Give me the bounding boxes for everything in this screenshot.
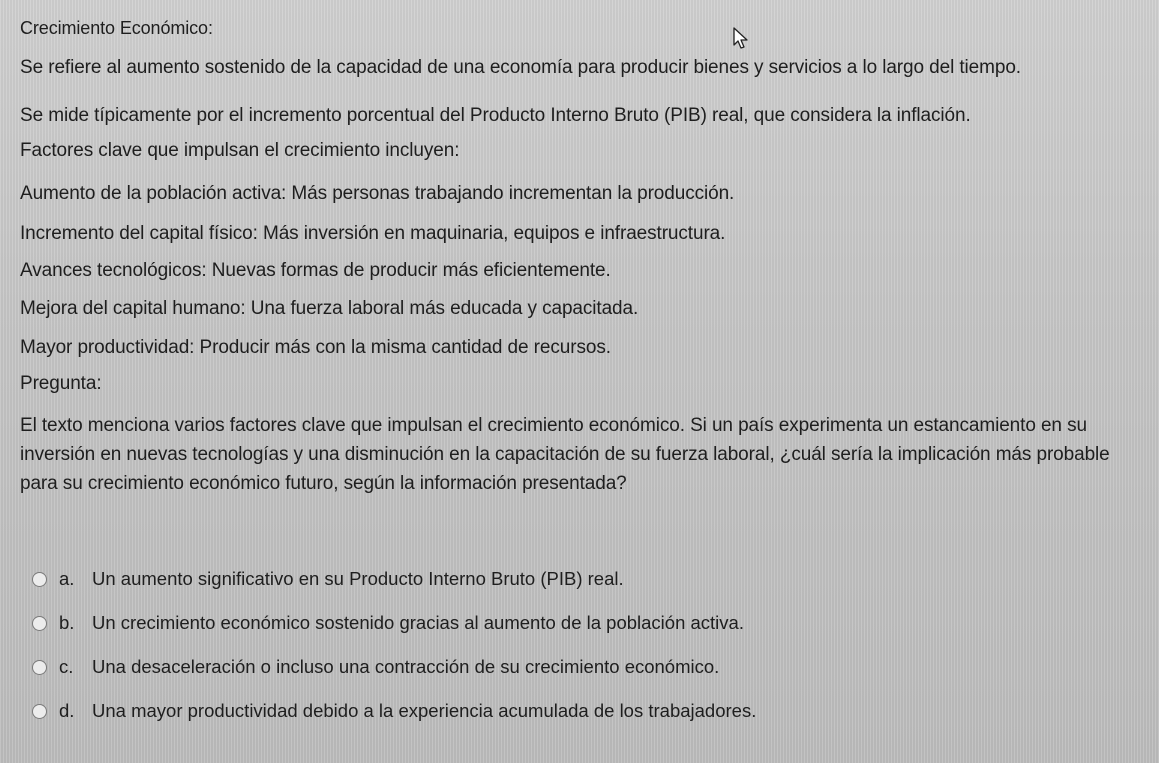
factor-item: Mejora del capital humano: Una fuerza laboral más educada y capacitada. — [20, 298, 639, 319]
option-d[interactable] — [28, 698, 756, 724]
factor-item: Aumento de la población activa: Más personas trabajando incrementan la producción. — [20, 183, 735, 204]
factor-item: Mayor productividad: Producir más con la misma cantidad de recursos. — [20, 337, 611, 358]
definition-text: Se refiere al aumento sostenido de la capacidad de una economía para producir bienes y servicios a lo largo del tiempo. — [20, 57, 1021, 78]
radio-button-a[interactable] — [32, 572, 47, 587]
option-b[interactable] — [28, 610, 744, 636]
mouse-cursor-icon — [732, 26, 750, 50]
option-letter: a. — [59, 568, 75, 589]
question-text: El texto menciona varios factores clave que impulsan el crecimiento económico. Si un país experimenta un estancamiento en su inversión en nuevas tecnologías y una disminución en la capacitación de su fuerza laboral, ¿cuál sería la implicación más probable para su crecimiento económico futuro, según la información presentada? — [20, 415, 1110, 494]
option-text: Una desaceleración o incluso una contracción de su crecimiento económico. — [92, 656, 720, 677]
radio-button-b[interactable] — [32, 616, 47, 631]
option-c[interactable] — [28, 654, 719, 680]
option-a[interactable] — [28, 566, 624, 592]
section-heading: Crecimiento Económico: — [20, 18, 213, 38]
option-text: Un aumento significativo en su Producto Interno Bruto (PIB) real. — [92, 568, 624, 589]
question-label: Pregunta: — [20, 373, 102, 394]
factor-item: Incremento del capital físico: Más inversión en maquinaria, equipos e infraestructura. — [20, 223, 726, 244]
option-letter: c. — [59, 656, 74, 677]
option-text: Un crecimiento económico sostenido gracias al aumento de la población activa. — [92, 612, 744, 633]
option-letter: d. — [59, 700, 75, 721]
option-letter: b. — [59, 612, 75, 633]
measurement-text: Se mide típicamente por el incremento porcentual del Producto Interno Bruto (PIB) real, que considera la inflación. — [20, 105, 971, 126]
radio-button-d[interactable] — [32, 704, 47, 719]
factors-intro: Factores clave que impulsan el crecimiento incluyen: — [20, 140, 460, 161]
option-text: Una mayor productividad debido a la experiencia acumulada de los trabajadores. — [92, 700, 757, 721]
radio-button-c[interactable] — [32, 660, 47, 675]
factor-item: Avances tecnológicos: Nuevas formas de producir más eficientemente. — [20, 260, 611, 281]
